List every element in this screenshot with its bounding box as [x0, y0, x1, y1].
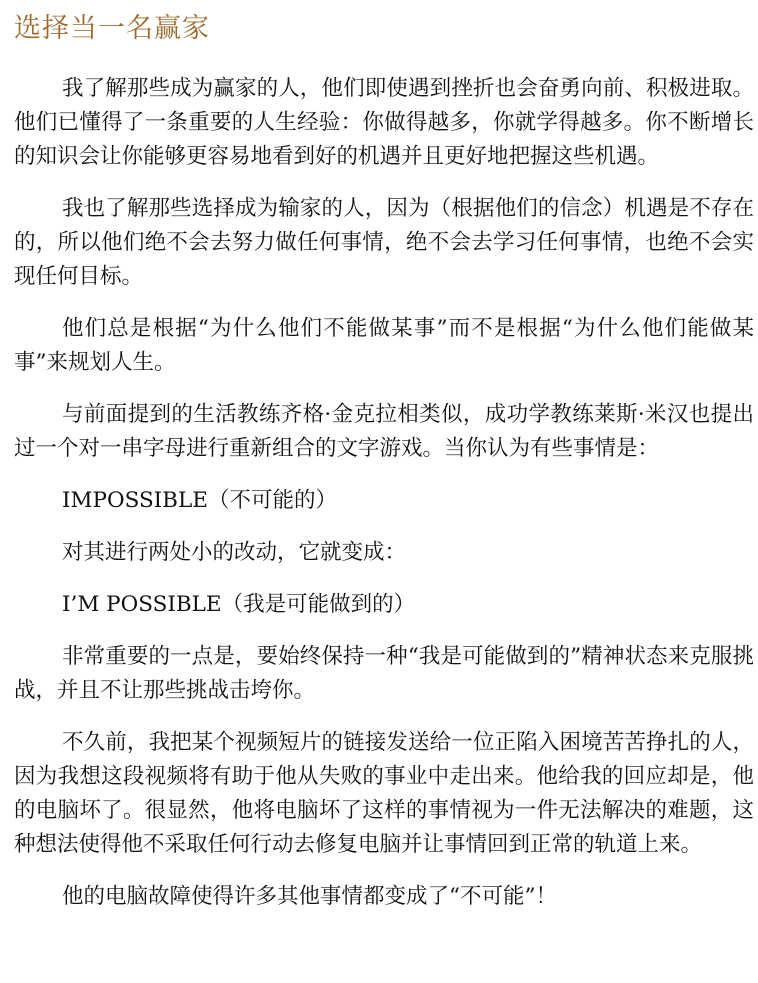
paragraph-1: 我了解那些成为赢家的人，他们即使遇到挫折也会奋勇向前、积极进取。他们已懂得了一条重要的人生经验：你做得越多，你就学得越多。你不断增长的知识会让你能够更容易地看到好的机遇并且更好地把握这些机遇。	[14, 76, 754, 169]
paragraph-3: 他们总是根据“为什么他们不能做某事”而不是根据“为什么他们能做某事”来规划人生。	[14, 316, 754, 375]
paragraph-9: 不久前，我把某个视频短片的链接发送给一位正陷入困境苦苦挣扎的人，因为我想这段视频将有助于他从失败的事业中走出来。他给我的回应却是，他的电脑坏了。很显然，他将电脑坏了这样的事情视为一件无法解决的难题，这种想法使得他不采取任何行动去修复电脑并让事情回到正常的轨道上来。	[14, 730, 754, 857]
paragraph-change: 对其进行两处小的改动，它就变成：	[62, 540, 407, 565]
paragraph-impossible: IMPOSSIBLE（不可能的）	[62, 488, 337, 513]
paragraph-10: 他的电脑故障使得许多其他事情都变成了“不可能”！	[62, 884, 557, 909]
page-title: 选择当一名赢家	[14, 13, 210, 44]
paragraph-4: 与前面提到的生活教练齐格·金克拉相类似，成功学教练莱斯·米汉也提出过一个对一串字母进行重新组合的文字游戏。当你认为有些事情是：	[14, 402, 754, 461]
paragraph-im-possible: I’M POSSIBLE（我是可能做到的）	[62, 592, 416, 617]
paragraph-8: 非常重要的一点是，要始终保持一种“我是可能做到的”精神状态来克服挑战，并且不让那些挑战击垮你。	[14, 644, 754, 703]
article-body	[14, 72, 754, 932]
paragraph-2: 我也了解那些选择成为输家的人，因为（根据他们的信念）机遇是不存在的，所以他们绝不会去努力做任何事情，绝不会去学习任何事情，也绝不会实现任何目标。	[14, 196, 754, 289]
